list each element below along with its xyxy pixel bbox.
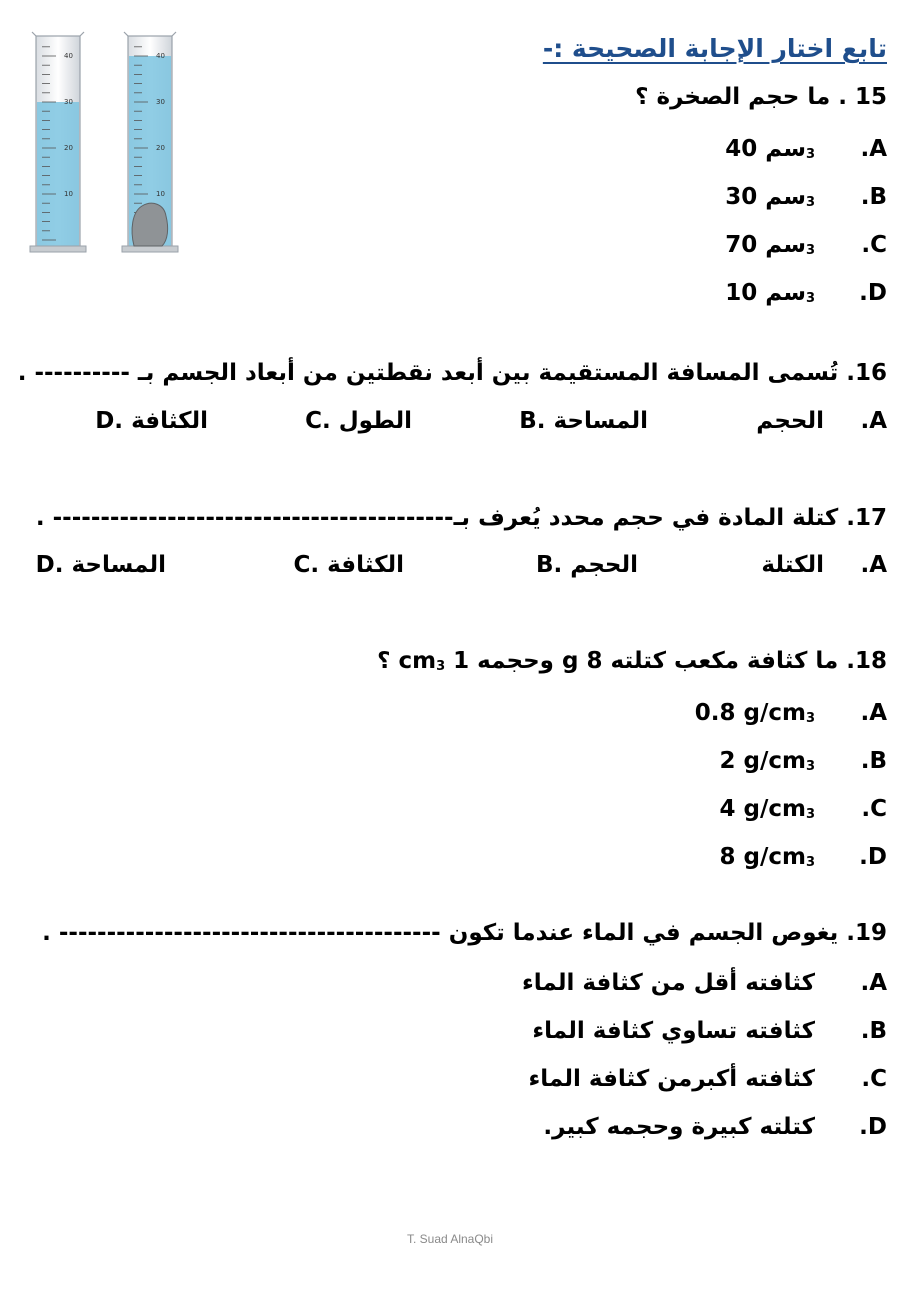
q15-option-d[interactable] bbox=[725, 276, 887, 310]
option-letter: .B bbox=[860, 748, 887, 774]
option-letter: .D bbox=[859, 280, 887, 306]
q17-option-letter-a: .A bbox=[860, 552, 887, 578]
option-letter: .B bbox=[860, 1018, 887, 1044]
scale-label: 30 bbox=[64, 98, 73, 106]
option-letter: .A bbox=[860, 136, 887, 162]
q18-option-b[interactable] bbox=[719, 744, 887, 778]
option-letter: .C bbox=[861, 232, 887, 258]
q17-option-d[interactable]: D. المساحة bbox=[35, 552, 166, 578]
scale-label: 10 bbox=[64, 190, 73, 198]
q15-option-a[interactable] bbox=[725, 132, 887, 166]
option-letter: .D bbox=[859, 844, 887, 870]
question-18: 18. ما كثافة مكعب كتلته 8 g وحجمه 1 $cm_3$ ؟ bbox=[377, 648, 887, 674]
option-letter: .C bbox=[861, 796, 887, 822]
water-level-empty bbox=[37, 102, 79, 246]
q19-option-a[interactable] bbox=[522, 966, 887, 1000]
q15-option-b[interactable] bbox=[725, 180, 887, 214]
q16-option-d[interactable]: D. الكثافة bbox=[95, 408, 208, 434]
option-letter: .A bbox=[860, 700, 887, 726]
q16-option-a[interactable]: الحجم bbox=[756, 408, 824, 434]
q16-option-letter-a: .A bbox=[860, 408, 887, 434]
option-text: 10 سم$_3$ bbox=[725, 280, 815, 306]
option-text: كثافته تساوي كثافة الماء bbox=[532, 1018, 815, 1044]
option-text: كتلته كبيرة وحجمه كبير. bbox=[543, 1114, 815, 1140]
option-letter: .D bbox=[859, 1114, 887, 1140]
scale-label: 40 bbox=[64, 52, 73, 60]
question-17: 17. كتلة المادة في حجم محدد يُعرف بـ------------------------------------------ . bbox=[35, 505, 887, 531]
page-title: تابع اختار الإجابة الصحيحة :- bbox=[542, 34, 887, 63]
option-letter: .C bbox=[861, 1066, 887, 1092]
graduated-cylinders-figure bbox=[28, 30, 188, 260]
question-15: 15 . ما حجم الصخرة ؟ bbox=[635, 84, 887, 110]
q17-option-c[interactable]: C. الكثافة bbox=[293, 552, 404, 578]
q18-option-c[interactable] bbox=[719, 792, 887, 826]
option-text: 4 $g/cm_3$ bbox=[719, 796, 815, 822]
scale-label: 10 bbox=[156, 190, 165, 198]
option-letter: .B bbox=[860, 184, 887, 210]
q19-option-d[interactable] bbox=[543, 1110, 887, 1144]
option-text: 30 سم$_3$ bbox=[725, 184, 815, 210]
option-text: 70 سم$_3$ bbox=[725, 232, 815, 258]
footer-author: T. Suad AlnaQbi bbox=[406, 1232, 494, 1246]
q18-option-a[interactable] bbox=[695, 696, 887, 730]
option-text: كثافته أقل من كثافة الماء bbox=[522, 970, 815, 996]
q16-option-c[interactable]: C. الطول bbox=[305, 408, 412, 434]
q15-option-c[interactable] bbox=[725, 228, 887, 262]
option-text: 40 سم$_3$ bbox=[725, 136, 815, 162]
option-letter: .A bbox=[860, 970, 887, 996]
option-text: 2 $g/cm_3$ bbox=[719, 748, 815, 774]
q19-option-c[interactable] bbox=[529, 1062, 887, 1096]
rock-shape bbox=[132, 203, 168, 246]
scale-label: 30 bbox=[156, 98, 165, 106]
q16-option-b[interactable]: B. المساحة bbox=[519, 408, 648, 434]
option-text: 0.8 $g/cm_3$ bbox=[694, 700, 815, 726]
q19-option-b[interactable] bbox=[532, 1014, 887, 1048]
option-text: 8 $g/cm_3$ bbox=[719, 844, 815, 870]
scale-label: 20 bbox=[156, 144, 165, 152]
scale-label: 40 bbox=[156, 52, 165, 60]
scale-label: 20 bbox=[64, 144, 73, 152]
option-text: كثافته أكبرمن كثافة الماء bbox=[528, 1066, 815, 1092]
q17-option-a[interactable]: الكتلة bbox=[761, 552, 824, 578]
cylinder-with-rock bbox=[122, 32, 178, 252]
question-16: 16. تُسمى المسافة المستقيمة بين أبعد نقطتين من أبعاد الجسم بـ ---------- . bbox=[17, 360, 887, 386]
q18-option-d[interactable] bbox=[719, 840, 887, 874]
q17-option-b[interactable]: B. الحجم bbox=[536, 552, 638, 578]
question-19: 19. يغوص الجسم في الماء عندما تكون ---------------------------------------- . bbox=[42, 920, 887, 946]
cylinder-empty bbox=[30, 32, 86, 252]
